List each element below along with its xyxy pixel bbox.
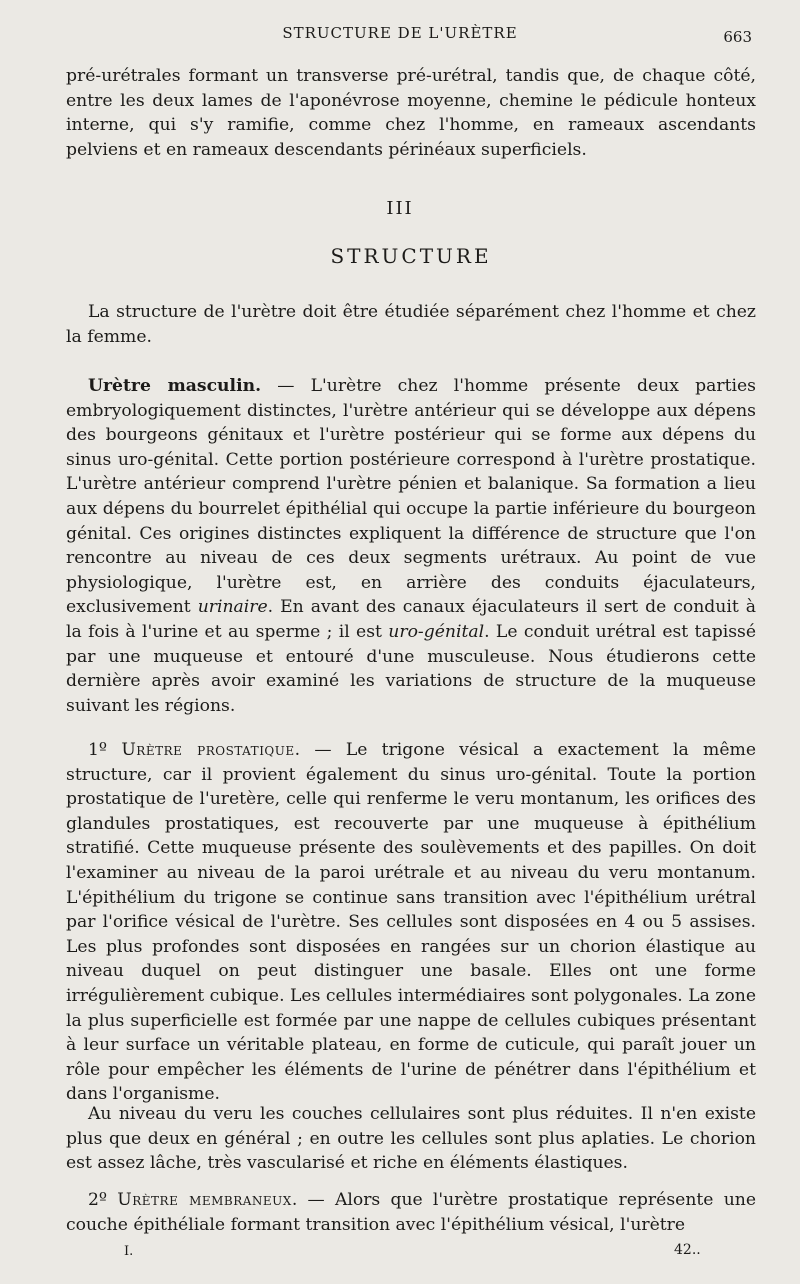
running-head [0,22,800,50]
masculin-text-c: . Le conduit urétral est tapissé par une muqueuse et entouré d'une musculeuse. Nous étudierons cette dernière après avoir examiné les variations de structure de la muqueuse suivant les régions. [66,621,757,716]
prostatique-number: 1º [88,740,108,760]
membraneux-text: . — Alors que l'urètre prostatique représente une couche épithéliale formant transition avec l'épithélium vésical, l'urètre [66,1190,756,1235]
page-number: 663 [723,28,752,46]
section-number: III [386,198,414,219]
masculin-text-b: . En avant des canaux éjaculateurs il sert de conduit à la fois à l'urine et au sperme ; il est [66,597,757,642]
prostatique-paragraph [66,738,756,1107]
structure-paragraph [66,300,756,349]
intro-paragraph [66,64,756,162]
masculin-italic-urinaire: urinaire [197,597,268,618]
masculin-italic-uro-genital: uro-génital [388,621,485,642]
masculin-paragraph-text [66,374,756,718]
structure-paragraph-text: La structure de l'urètre doit être étudiée séparément chez l'homme et chez la femme. [66,302,756,347]
membraneux-paragraph [66,1188,756,1237]
section-title: STRUCTURE [330,244,492,268]
membraneux-heading: Urètre membraneux [117,1190,292,1210]
intro-paragraph-text: pré-urétrales formant un transverse pré-urétral, tandis que, de chaque côté, entre les deux lames de l'aponévrose moyenne, chemine le pédicule honteux interne, qui s'y ramifie, comme chez l'homme, en rameaux ascendants pelviens et en rameaux descendants périnéaux superficiels. [66,66,756,160]
prostatique-paragraph-text [66,738,756,1107]
veru-paragraph [66,1102,756,1176]
masculin-paragraph [66,374,756,718]
membraneux-paragraph-text [66,1188,756,1237]
signature-mark: I. [124,1244,134,1259]
membraneux-number: 2º [88,1190,108,1210]
masculin-heading: Urètre masculin. [88,376,262,396]
veru-paragraph-text: Au niveau du veru les couches cellulaires sont plus réduites. Il n'en existe plus que deux en général ; en outre les cellules sont plus aplaties. Le chorion est assez lâche, très vascularisé et riche en éléments élastiques. [66,1104,756,1174]
running-title: STRUCTURE DE L'URÈTRE [282,24,518,42]
prostatique-heading: Urètre prostatique [121,740,295,760]
masculin-text-a: — L'urètre chez l'homme présente deux parties embryologiquement distinctes, l'urètre antérieur qui se développe aux dépens des bourgeons génitaux et l'urètre postérieur qui se forme aux dépens du sinus uro-génital. Cette portion postérieure correspond à l'urètre prostatique. L'urètre antérieur comprend l'urètre pénien et balanique. Sa formation a lieu aux dépens du bourrelet épithélial qui occupe la partie inférieure du bourgeon génital. Ces origines distinctes expliquent la différence de structure que l'on rencontre au niveau de ces deux segments urétraux. Au point de vue physiologique, l'urètre est, en arrière des conduits éjaculateurs, exclusivement [66,376,756,618]
sheet-number: 42.. [674,1242,701,1258]
prostatique-text: . — Le trigone vésical a exactement la même structure, car il provient également du sinus uro-génital. Toute la portion prostatique de l'uretère, celle qui renferme le veru montanum, les orifices des glandules prostatiques, est recouverte par une muqueuse à épithélium stratifié. Cette muqueuse présente des soulèvements et des papilles. On doit l'examiner au niveau de la paroi urétrale et au niveau du veru montanum. L'épithélium du trigone se continue sans transition avec l'épithélium urétral par l'orifice vésical de l'urètre. Ses cellules sont disposées en 4 ou 5 assises. Les plus profondes sont disposées en rangées sur un chorion élastique au niveau duquel on peut distinguer une basale. Elles ont une forme irrégulièrement cubique. Les cellules intermédiaires sont polygonales. La zone la plus superficielle est formée par une nappe de cellules cubiques présentant à leur surface un véritable plateau, en forme de cuticule, qui paraît jouer un rôle pour empêcher les éléments de l'urine de pénétrer dans l'épithélium et dans l'organisme. [66,740,756,1105]
